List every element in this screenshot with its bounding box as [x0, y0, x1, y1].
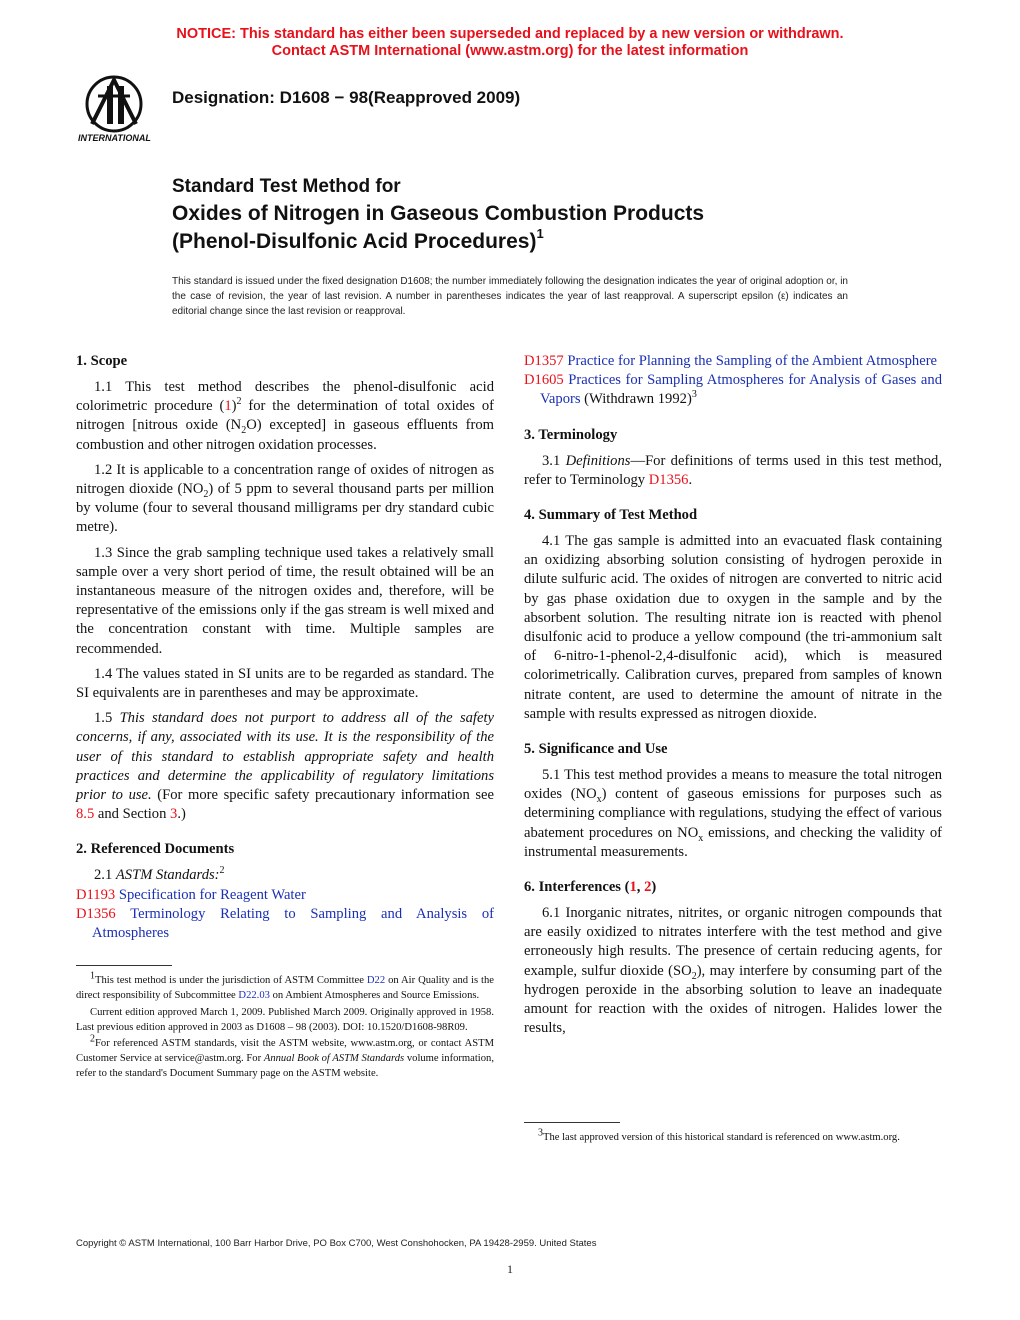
- scope-1-4: 1.4 The values stated in SI units are to be regarded as standard. The SI equivalents are in parentheses and may be approximate.: [76, 665, 494, 702]
- logo-text: INTERNATIONAL: [78, 133, 151, 143]
- scope-1-5: 1.5 This standard does not purport to address all of the safety concerns, if any, associated with its use. It is the responsibility of the user of this standard to establish appropriate safety and health practices and determine the applicability of regulatory limitations prior to use. (For more specific safety precautionary information see 8.5 and Section 3.): [76, 710, 494, 823]
- reference-item-d1356[interactable]: D1356 Terminology Relating to Sampling and Analysis of Atmospheres: [76, 905, 494, 942]
- scope-heading: 1. Scope: [76, 353, 128, 369]
- superseded-notice: [0, 26, 1020, 60]
- right-footnotes: [524, 1122, 942, 1148]
- interference-ref-1[interactable]: 1: [629, 879, 637, 896]
- footnote-1-edition: Current edition approved March 1, 2009. Published March 2009. Originally approved in 1958. Last previous edition approved in 2003 as D1608 – 98 (2003). DOI: 10.1520/D1608-98R09.: [76, 1006, 494, 1033]
- footnote-1: $^1$This test method is under the jurisdiction of ASTM Committee D22 on Air Quality and is the direct responsibility of Subcommittee D22.03 on Ambient Atmospheres and Source Emissions.: [76, 970, 494, 1002]
- scope-1-3: 1.3 Since the grab sampling technique used takes a relatively small sample over a very short period of time, the result obtained will be an instantaneous measure of the nitrogen oxides and, therefore, will be representative of the emissions only if the gas stream is well mixed and the concentration constant with time. Multiple samples are recommended.: [76, 544, 494, 657]
- notice-line-2: Contact ASTM International (www.astm.org) for the latest information: [271, 43, 749, 59]
- title-line-1: Standard Test Method for: [172, 176, 401, 197]
- interferences-heading: 6. Interferences (1, 2): [524, 879, 657, 896]
- subcommittee-link[interactable]: D22.03: [238, 990, 270, 1002]
- right-column: [524, 352, 942, 1044]
- issued-note: This standard is issued under the fixed designation D1608; the number immediately following the designation indicates the year of original adoption or, in the case of revision, the year of last revision. A number in parentheses indicates the year of last reapproval. A superscript epsilon (ε) indicates an editorial change since the last revision or reapproval.: [172, 276, 848, 317]
- footnote-2: $^2$For referenced ASTM standards, visit the ASTM website, www.astm.org, or contact ASTM Customer Service at service@astm.org. For Annual Book of ASTM Standards volume information, refer to the standard's Document Summary page on the ASTM website.: [76, 1033, 494, 1080]
- terminology-link-d1356[interactable]: D1356: [648, 471, 689, 488]
- document-title: [172, 174, 704, 256]
- refdocs-heading: 2. Referenced Documents: [76, 841, 235, 858]
- ref-link-1[interactable]: 1: [224, 398, 232, 415]
- summary-4-1: 4.1 The gas sample is admitted into an evacuated flask containing an oxidizing absorbing solution consisting of hydrogen peroxide in dilute sulfuric acid. The oxides of nitrogen are converted to nitric acid by gas phase oxidation due to oxygen in the sample and by the absorbent solution. The resulting nitrate ion is reacted with phenol disulfonic acid to produce a yellow compound (the tri-ammonium salt of 6-nitro-1-phenol-2,4-disulfonic acid), which is measured colorimetrically. Calibration curves, prepared from samples of known nitrate content, are used to determine the amount of nitrate in the sample with results expressed as nitrogen dioxide.: [524, 533, 942, 722]
- designation: Designation: D1608 − 98(Reapproved 2009): [172, 88, 521, 107]
- terminology-3-1: 3.1 Definitions—For definitions of terms used in this test method, refer to Terminology D1356.: [524, 452, 942, 488]
- title-line-3: (Phenol-Disulfonic Acid Procedures): [172, 230, 537, 253]
- reference-item-d1193[interactable]: D1193 Specification for Reagent Water: [76, 886, 306, 903]
- summary-heading: 4. Summary of Test Method: [524, 507, 698, 524]
- section-link-3[interactable]: 3: [170, 806, 178, 823]
- committee-link[interactable]: D22: [366, 975, 386, 987]
- reference-item-d1605[interactable]: D1605 Practices for Sampling Atmospheres for Analysis of Gases and Vapors (Withdrawn 1992)$^3$: [524, 372, 942, 408]
- scope-1-2: 1.2 It is applicable to a concentration range of oxides of nitrogen as nitrogen dioxide $(NO_2)$ of 5 ppm to several thousand parts per million by volume (four to several thousand milligrams per dry standard cubic metre).: [76, 461, 494, 536]
- reference-item-d1357[interactable]: D1357 Practice for Planning the Sampling of the Ambient Atmosphere: [524, 353, 938, 369]
- interferences-6-1: 6.1 Inorganic nitrates, nitrites, or organic nitrogen compounds that are easily oxidized to nitrates interfere with the test method and give erroneously high results. The presence of certain reducing agents, for example, sulfur dioxide $(SO_2)$, may interfere by consuming part of the hydrogen peroxide in the absorbing solution to leave an inadequate amount for reaction with the oxides of nitrogen. Halides lower the results,: [524, 905, 942, 1037]
- interference-ref-2[interactable]: 2: [644, 879, 652, 896]
- footnote-rule-right: [524, 1122, 620, 1123]
- copyright: Copyright © ASTM International, 100 Barr Harbor Drive, PO Box C700, West Conshohocken, PA 19428-2959. United States: [76, 1238, 597, 1249]
- page-number: 1: [507, 1262, 513, 1276]
- footnote-3: $^3$The last approved version of this historical standard is referenced on www.astm.org.: [538, 1127, 900, 1143]
- terminology-heading: 3. Terminology: [524, 426, 618, 443]
- title-line-2: Oxides of Nitrogen in Gaseous Combustion Products: [172, 202, 705, 225]
- astm-logo-icon: [74, 72, 162, 144]
- notice-line-1: NOTICE: This standard has either been superseded and replaced by a new version or withdrawn.: [176, 26, 844, 42]
- significance-heading: 5. Significance and Use: [524, 741, 668, 758]
- scope-1-1: 1.1 This test method describes the phenol-disulfonic acid colorimetric procedure $(1)^2$ for the determination of total oxides of nitrogen [nitrous oxide $(N_2O)$ excepted] in gaseous effluents from combustion and other nitrogen oxidation processes.: [76, 379, 494, 453]
- footnote-rule: [76, 965, 172, 966]
- left-column: [76, 352, 494, 1084]
- significance-5-1: 5.1 This test method provides a means to measure the total nitrogen oxides $(NO_x)$ content of gaseous emissions for purposes such as determining compliance with regulations, studying the effect of various abatement procedures on $NO_x$ emissions, and checking the validity of instrumental measurements.: [524, 767, 942, 860]
- title-footnote-mark: 1: [536, 226, 544, 241]
- refdocs-2-1: 2.1 ASTM Standards:$^2$: [94, 865, 225, 884]
- section-link-8-5[interactable]: 8.5: [76, 806, 95, 823]
